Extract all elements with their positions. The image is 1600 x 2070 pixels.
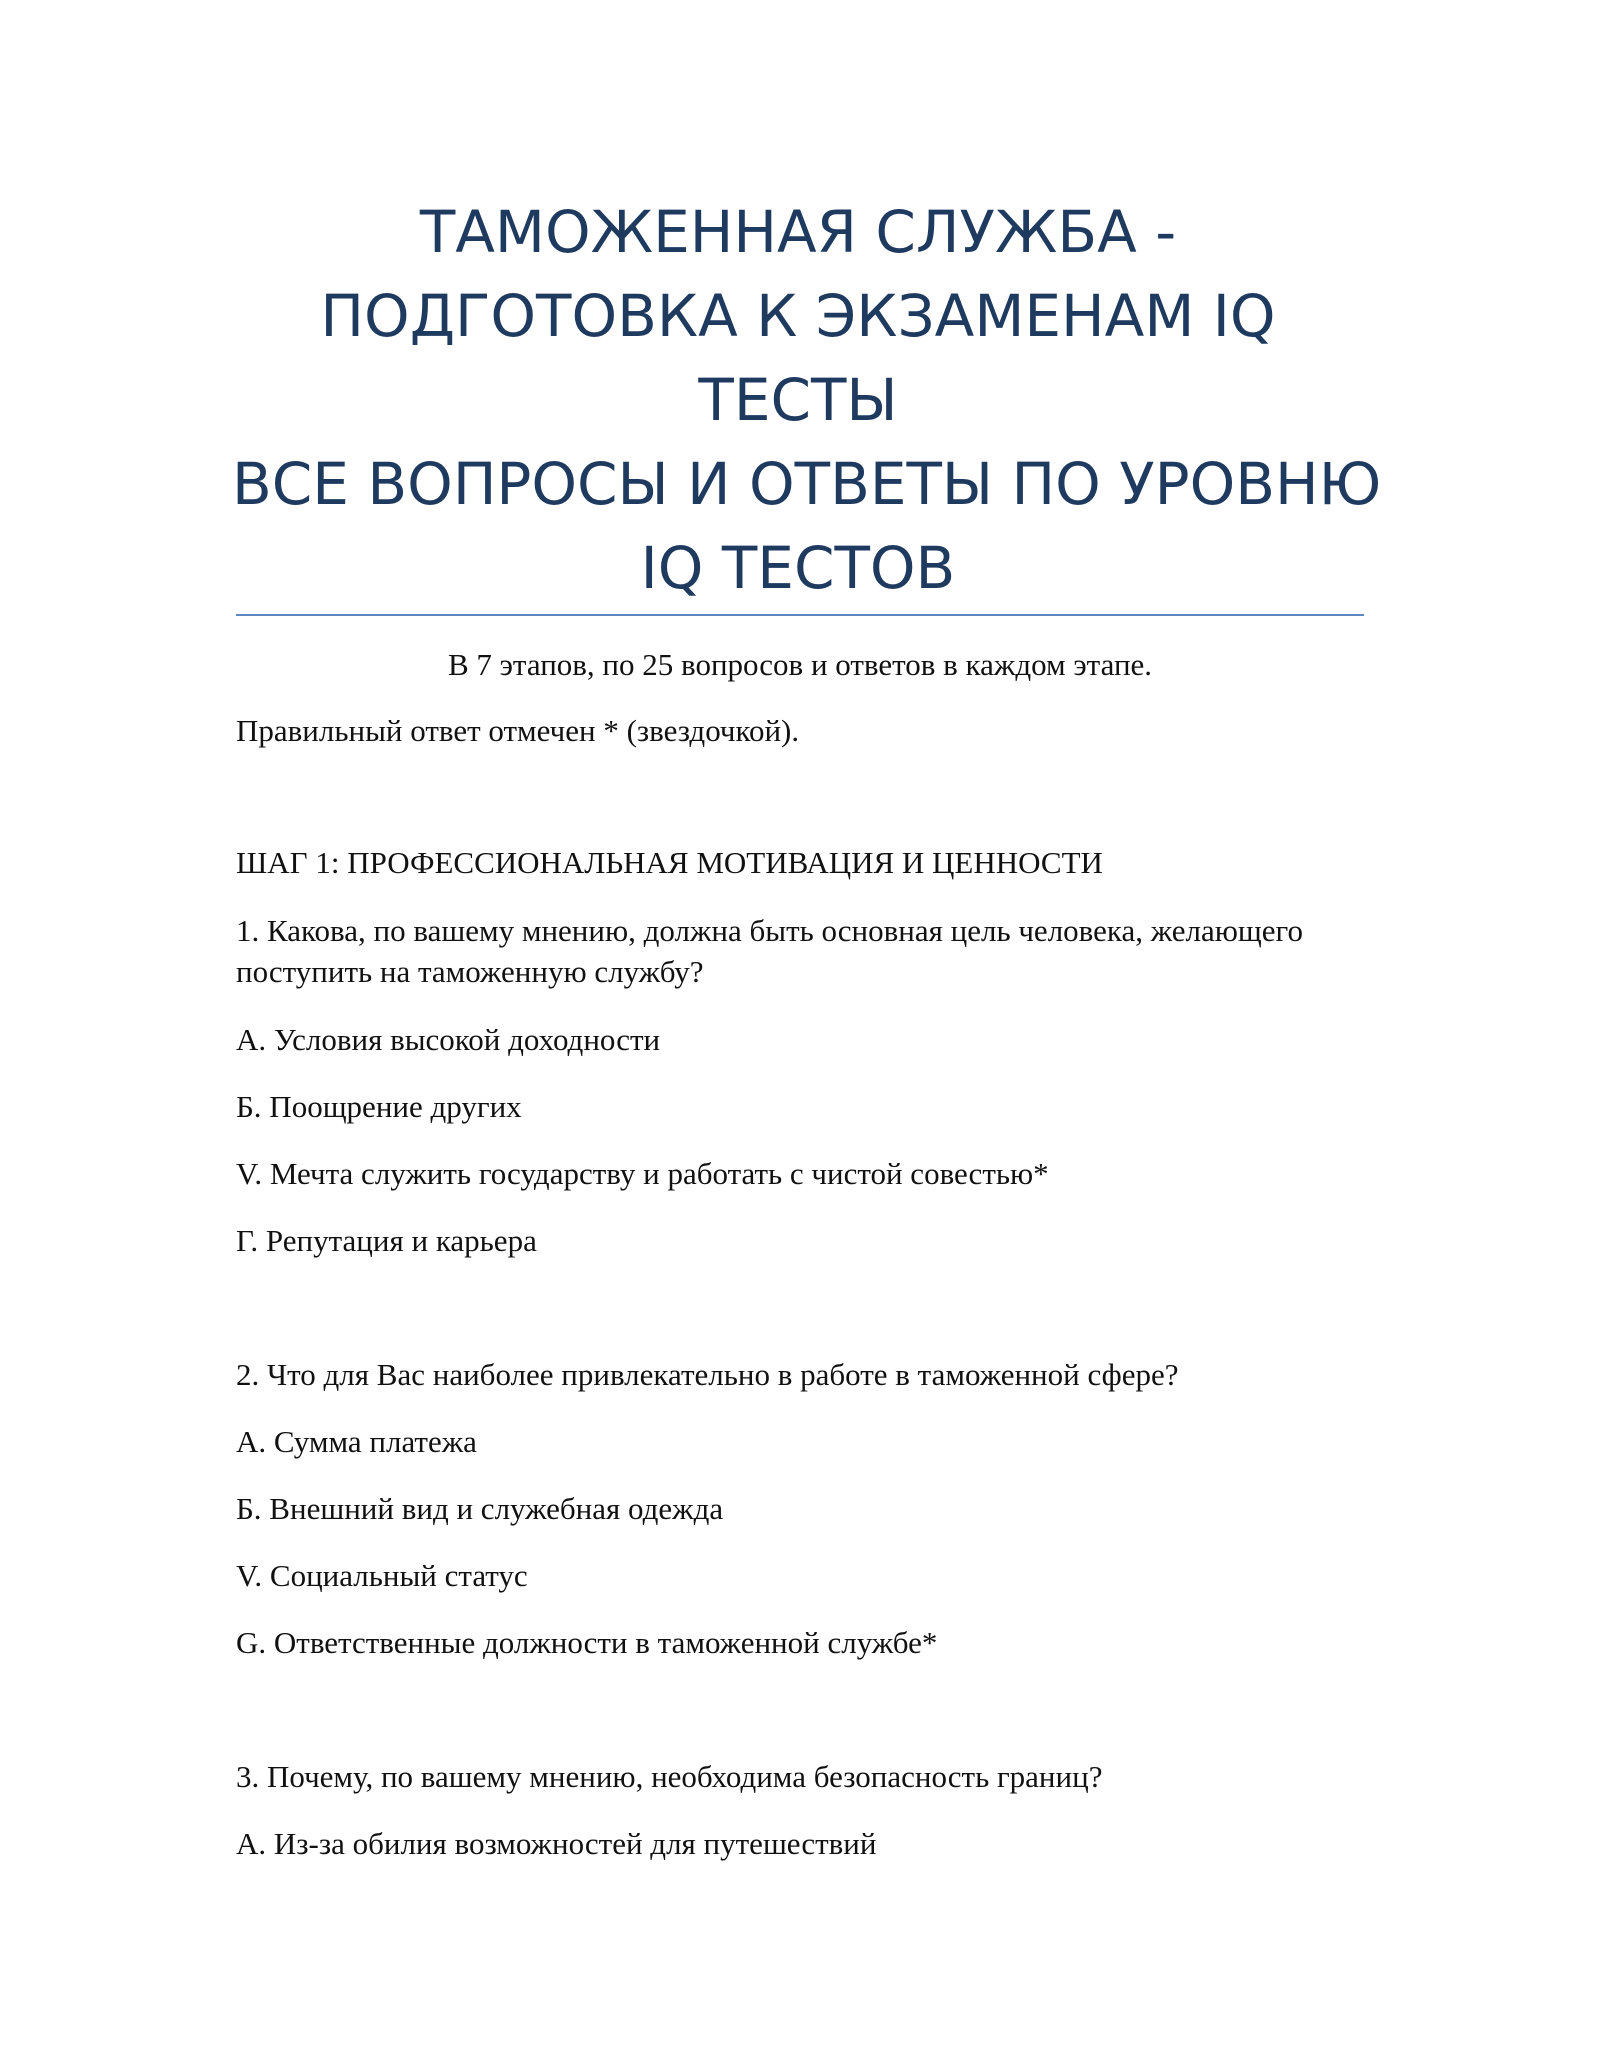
question-text: поступить на таможенную службу? bbox=[236, 954, 704, 989]
document-title bbox=[232, 190, 1382, 610]
answer-option: V. Социальный статус bbox=[236, 1558, 528, 1593]
question-text: 3. Почему, по вашему мнению, необходима безопасность границ? bbox=[236, 1759, 1103, 1794]
answer-option: A. Из-за обилия возможностей для путешествий bbox=[236, 1826, 877, 1861]
question-text: 1. Какова, по вашему мнению, должна быть основная цель человека, желающего bbox=[236, 913, 1303, 948]
intro-note: Правильный ответ отмечен * (звездочкой). bbox=[236, 713, 800, 748]
title-line: ТАМОЖЕННАЯ СЛУЖБА - bbox=[419, 198, 1177, 266]
step-heading: ШАГ 1: ПРОФЕССИОНАЛЬНАЯ МОТИВАЦИЯ И ЦЕННОСТИ bbox=[236, 845, 1103, 880]
answer-option: Б. Внешний вид и служебная одежда bbox=[236, 1491, 724, 1526]
answer-option-correct: G. Ответственные должности в таможенной службе* bbox=[236, 1625, 938, 1660]
answer-option: Г. Репутация и карьера bbox=[236, 1223, 537, 1258]
title-line: ПОДГОТОВКА К ЭКЗАМЕНАМ IQ bbox=[320, 282, 1276, 350]
title-line: ТЕСТЫ bbox=[698, 366, 898, 434]
title-line: ВСЕ ВОПРОСЫ И ОТВЕТЫ ПО УРОВНЮ bbox=[232, 450, 1382, 518]
answer-option-correct: V. Мечта служить государству и работать с чистой совестью* bbox=[236, 1156, 1049, 1191]
intro-stages: В 7 этапов, по 25 вопросов и ответов в каждом этапе. bbox=[447, 647, 1153, 682]
answer-option: A. Сумма платежа bbox=[236, 1424, 477, 1459]
title-line: IQ ТЕСТОВ bbox=[640, 534, 956, 602]
answer-option: Б. Поощрение других bbox=[236, 1089, 522, 1124]
answer-option: A. Условия высокой доходности bbox=[236, 1022, 661, 1057]
question-text: 2. Что для Вас наиболее привлекательно в работе в таможенной сфере? bbox=[236, 1357, 1179, 1392]
title-divider bbox=[236, 614, 1364, 616]
